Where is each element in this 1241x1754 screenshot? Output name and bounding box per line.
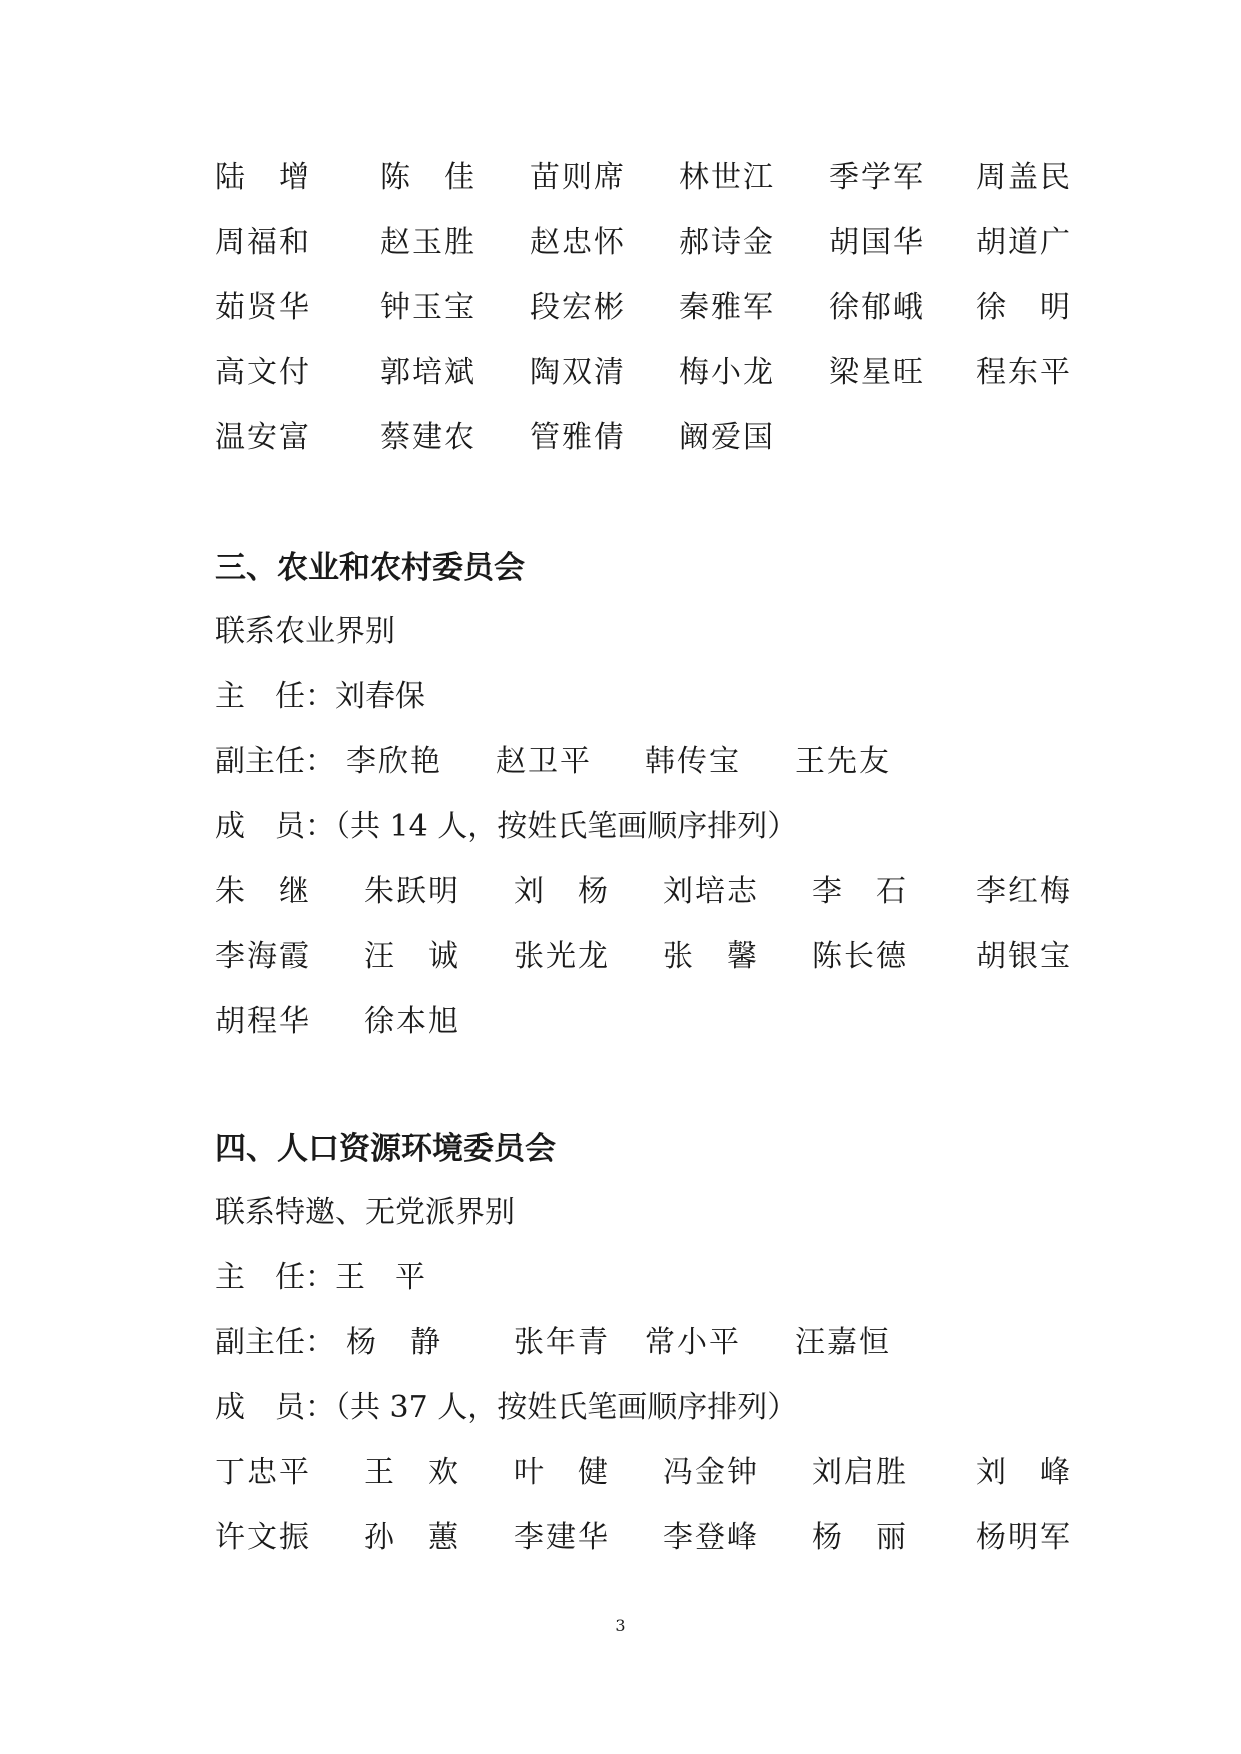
member-name: 刘 峰 — [976, 1455, 1072, 1490]
member-name: 茹贤华 — [215, 290, 311, 325]
member-name: 程东平 — [976, 355, 1072, 390]
member-name: 陶双清 — [530, 355, 626, 390]
member-name: 梁星旺 — [829, 355, 925, 390]
section-heading: 三、农业和农村委员会 — [215, 550, 525, 586]
member-name: 朱跃明 — [364, 874, 460, 909]
member-name: 周盖民 — [976, 160, 1072, 195]
member-name: 郭培斌 — [380, 355, 476, 390]
member-name: 周福和 — [215, 225, 311, 260]
member-name: 王 欢 — [364, 1455, 460, 1490]
member-name: 徐 明 — [976, 290, 1072, 325]
member-name: 刘 杨 — [514, 874, 610, 909]
member-name: 段宏彬 — [530, 290, 626, 325]
member-name: 温安富 — [215, 420, 311, 455]
member-name: 陈 佳 — [380, 160, 476, 195]
member-name: 李建华 — [514, 1520, 610, 1555]
member-name: 丁忠平 — [215, 1455, 311, 1490]
member-name: 胡国华 — [829, 225, 925, 260]
section-members-line: 成 员：（共 37 人，按姓氏笔画顺序排列） — [215, 1390, 798, 1425]
member-name: 苗则席 — [530, 160, 626, 195]
section-members-line: 成 员：（共 14 人，按姓氏笔画顺序排列） — [215, 809, 798, 844]
member-name: 陈长德 — [812, 939, 908, 974]
vice-director-name: 张年青 — [514, 1325, 610, 1360]
vice-director-name: 李欣艳 — [346, 744, 442, 779]
member-name: 赵玉胜 — [380, 225, 476, 260]
section-director: 主 任：王 平 — [215, 1260, 425, 1295]
member-name: 郝诗金 — [679, 225, 775, 260]
member-name: 陆 增 — [215, 160, 311, 195]
member-name: 钟玉宝 — [380, 290, 476, 325]
member-name: 孙 蕙 — [364, 1520, 460, 1555]
member-name: 朱 继 — [215, 874, 311, 909]
member-name: 许文振 — [215, 1520, 311, 1555]
member-name: 阚爱国 — [679, 420, 775, 455]
member-name: 管雅倩 — [530, 420, 626, 455]
member-name: 刘启胜 — [812, 1455, 908, 1490]
member-name: 赵忠怀 — [530, 225, 626, 260]
member-name: 汪 诚 — [364, 939, 460, 974]
member-name: 蔡建农 — [380, 420, 476, 455]
member-name: 胡银宝 — [976, 939, 1072, 974]
member-name: 高文付 — [215, 355, 311, 390]
member-name: 杨 丽 — [812, 1520, 908, 1555]
member-name: 徐本旭 — [364, 1004, 460, 1039]
member-name: 胡程华 — [215, 1004, 311, 1039]
vice-director-name: 韩传宝 — [645, 744, 741, 779]
section-heading: 四、人口资源环境委员会 — [215, 1131, 556, 1167]
member-name: 季学军 — [829, 160, 925, 195]
member-name: 李登峰 — [663, 1520, 759, 1555]
vice-label: 副主任： — [215, 1325, 335, 1360]
vice-director-name: 赵卫平 — [496, 744, 592, 779]
member-name: 杨明军 — [976, 1520, 1072, 1555]
vice-label: 副主任： — [215, 744, 335, 779]
vice-director-name: 王先友 — [795, 744, 891, 779]
member-name: 胡道广 — [976, 225, 1072, 260]
section-contact: 联系农业界别 — [215, 614, 395, 649]
member-name: 冯金钟 — [663, 1455, 759, 1490]
vice-director-name: 常小平 — [645, 1325, 741, 1360]
member-name: 叶 健 — [514, 1455, 610, 1490]
member-name: 梅小龙 — [679, 355, 775, 390]
member-name: 李 石 — [812, 874, 908, 909]
vice-director-name: 杨 静 — [346, 1325, 442, 1360]
member-name: 李红梅 — [976, 874, 1072, 909]
page-number: 3 — [615, 1616, 626, 1635]
member-name: 张光龙 — [514, 939, 610, 974]
member-name: 张 馨 — [663, 939, 759, 974]
section-contact: 联系特邀、无党派界别 — [215, 1195, 515, 1230]
member-name: 秦雅军 — [679, 290, 775, 325]
section-director: 主 任：刘春保 — [215, 679, 425, 714]
member-name: 徐郁峨 — [829, 290, 925, 325]
member-name: 刘培志 — [663, 874, 759, 909]
member-name: 林世江 — [679, 160, 775, 195]
vice-director-name: 汪嘉恒 — [795, 1325, 891, 1360]
member-name: 李海霞 — [215, 939, 311, 974]
